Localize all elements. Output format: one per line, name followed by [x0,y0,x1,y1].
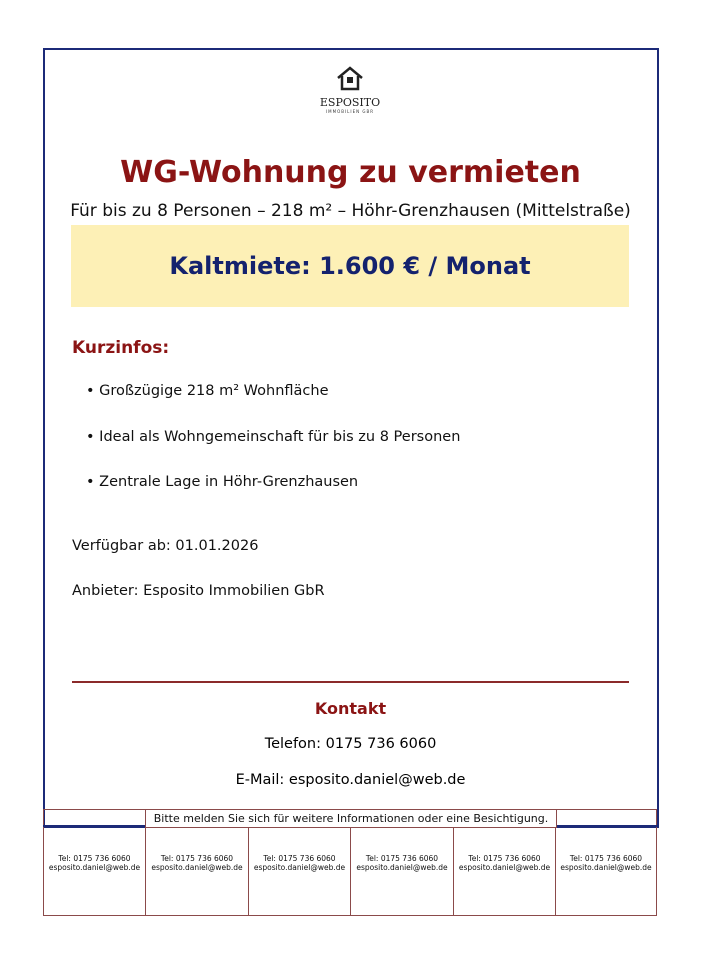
tab-email: esposito.daniel@web.de [356,863,448,872]
info-item-text: Ideal als Wohngemeinschaft für bis zu 8 Personen [99,429,461,445]
logo-name: ESPOSITO [319,96,381,109]
tab-phone: Tel: 0175 736 6060 [569,854,643,863]
tab-phone: Tel: 0175 736 6060 [160,854,234,863]
kurzinfos-heading: Kurzinfos: [72,338,170,358]
tab-email: esposito.daniel@web.de [151,863,243,872]
provider: Anbieter: Esposito Immobilien GbR [72,583,325,599]
tab-email: esposito.daniel@web.de [253,863,346,872]
rent-box [71,225,629,307]
tab-email: esposito.daniel@web.de [48,863,141,872]
info-item-text: Zentrale Lage in Höhr-Grenzhausen [99,474,359,490]
page-subtitle: Für bis zu 8 Personen – 218 m² – Höhr-Grenzhausen (Mittelstraße) [70,201,631,221]
company-logo [315,65,385,135]
contact-phone: Telefon: 0175 736 6060 [264,736,437,752]
info-item: • Großzügige 218 m² Wohnfläche [86,383,329,399]
tab-phone: Tel: 0175 736 6060 [58,854,131,863]
tab-email: esposito.daniel@web.de [458,863,551,872]
contact-heading: Kontakt [314,699,387,718]
logo-subtitle: IMMOBILIEN GBR [326,109,374,114]
info-item: • Ideal als Wohngemeinschaft für bis zu 8 Personen [86,429,461,445]
tab-email: esposito.daniel@web.de [560,863,652,872]
tab-phone: Tel: 0175 736 6060 [468,854,541,863]
info-item: • Zentrale Lage in Höhr-Grenzhausen [86,474,359,490]
page-title: WG-Wohnung zu vermieten [120,155,581,190]
house-icon [335,65,365,91]
tab-phone: Tel: 0175 736 6060 [263,854,336,863]
tab-phone: Tel: 0175 736 6060 [365,854,439,863]
info-item-text: Großzügige 218 m² Wohnfläche [99,383,329,399]
contact-email: E-Mail: esposito.daniel@web.de [235,772,466,788]
rent-price: Kaltmiete: 1.600 € / Monat [169,252,531,280]
tear-off-note: Bitte melden Sie sich für weitere Informationen oder eine Besichtigung. [145,809,557,828]
available-date: Verfügbar ab: 01.01.2026 [72,538,259,554]
divider [72,681,629,683]
